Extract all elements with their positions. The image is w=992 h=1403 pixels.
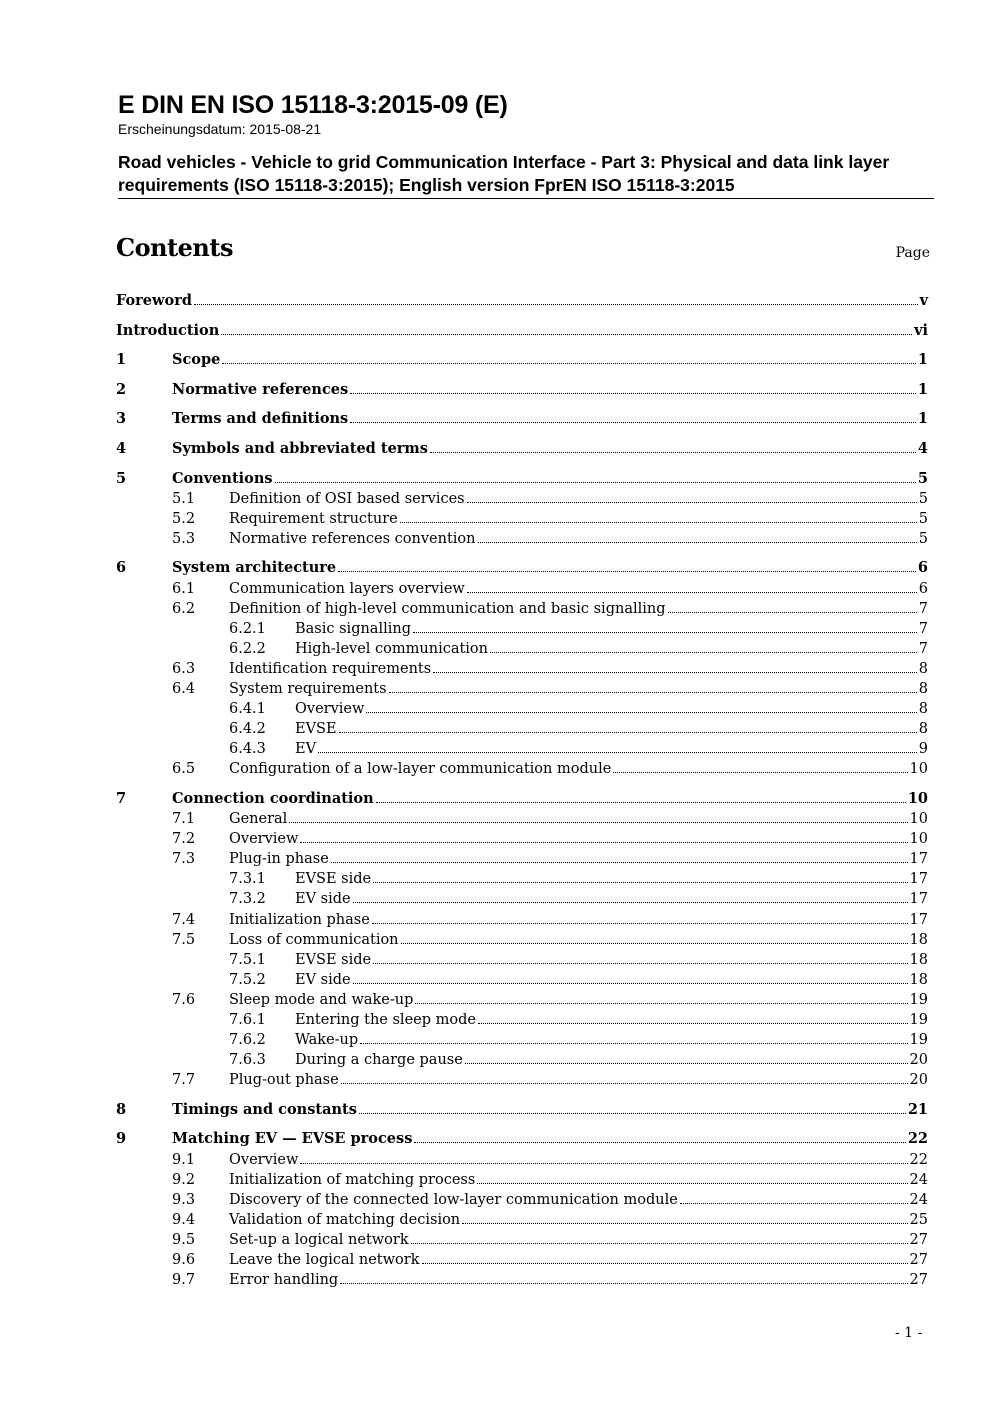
toc-entry[interactable] <box>116 1210 928 1230</box>
toc-entry-number: 5.3 <box>172 530 196 547</box>
document-header <box>118 90 934 199</box>
toc-entry-page[interactable]: 7 <box>918 620 928 637</box>
dot-leader <box>373 870 907 883</box>
dot-leader <box>353 890 908 903</box>
dot-leader <box>289 810 907 823</box>
toc-entry[interactable] <box>116 529 928 549</box>
toc-entry-page[interactable]: 8 <box>918 721 928 738</box>
dot-leader <box>413 620 917 633</box>
toc-entry-page[interactable]: 20 <box>909 1052 928 1069</box>
toc-entry-number: 9.7 <box>172 1272 196 1289</box>
toc-entry-number: 9 <box>116 1130 127 1148</box>
document-title: Road vehicles - Vehicle to grid Communication Interface - Part 3: Physical and data link layer requirements (ISO 15118-3:2015); English version FprEN ISO 15118-3:2015 <box>118 151 934 199</box>
toc-entry-title[interactable]: Scope <box>172 351 221 369</box>
toc-entry[interactable] <box>116 970 928 990</box>
toc-entry-page[interactable]: 22 <box>909 1151 928 1168</box>
dot-leader <box>221 322 912 335</box>
toc-entry-number: 9.4 <box>172 1211 196 1228</box>
toc-entry[interactable] <box>116 739 928 759</box>
dot-leader <box>668 600 917 613</box>
toc-entry-page[interactable]: v <box>919 292 928 309</box>
toc-entry-page[interactable]: vi <box>914 321 928 339</box>
toc-entry-title[interactable]: Error handling <box>229 1272 339 1289</box>
toc-entry-page[interactable]: 7 <box>918 640 928 657</box>
dot-leader <box>478 1011 908 1024</box>
dot-leader <box>350 381 916 394</box>
toc-entry-number: 6 <box>116 559 127 577</box>
toc-entry-number: 7.2 <box>172 831 196 848</box>
dot-leader <box>478 530 917 543</box>
toc-entry[interactable] <box>116 350 928 370</box>
toc-entry[interactable] <box>116 1270 928 1290</box>
dot-leader <box>467 580 917 593</box>
toc-entry-title[interactable]: Introduction <box>116 321 220 339</box>
toc-entry[interactable] <box>116 759 928 779</box>
toc-entry-number: 9.3 <box>172 1191 196 1208</box>
toc-entry-page[interactable]: 17 <box>909 891 928 908</box>
dot-leader <box>389 680 917 693</box>
toc-entry-title[interactable]: Normative references <box>172 380 349 398</box>
toc-entry[interactable] <box>116 579 928 599</box>
toc-entry-number: 7.5.2 <box>229 971 266 988</box>
toc-entry-title[interactable]: Timings and constants <box>172 1100 357 1118</box>
toc-entry-page[interactable]: 10 <box>909 811 928 828</box>
toc-entry-page[interactable]: 24 <box>909 1191 928 1208</box>
toc-entry-title[interactable]: System architecture <box>172 559 337 577</box>
toc-entry[interactable] <box>116 1150 928 1170</box>
toc-entry-page[interactable]: 10 <box>909 831 928 848</box>
toc-entry[interactable] <box>116 659 928 679</box>
toc-entry-title[interactable]: Initialization phase <box>229 911 370 928</box>
toc-entry-title[interactable]: Leave the logical network <box>229 1252 420 1269</box>
toc-entry-title[interactable]: Overview <box>229 1151 299 1168</box>
toc-entry-number: 9.2 <box>172 1171 196 1188</box>
toc-entry-number: 7.7 <box>172 1072 196 1089</box>
toc-entry-title[interactable]: Initialization of matching process <box>229 1171 476 1188</box>
toc-entry[interactable] <box>116 509 928 529</box>
dot-leader <box>490 640 917 653</box>
toc-entry-number: 6.4.1 <box>229 701 266 718</box>
toc-entry-number: 6.4.2 <box>229 721 266 738</box>
toc-entry[interactable] <box>116 599 928 619</box>
toc-entry-number: 7.3 <box>172 851 196 868</box>
toc-entry-title[interactable]: EVSE side <box>295 871 372 888</box>
toc-entry-number: 7.5 <box>172 931 196 948</box>
dot-leader <box>376 790 906 803</box>
toc-entry-page[interactable]: 4 <box>917 439 928 457</box>
dot-leader <box>222 351 916 364</box>
toc-entry-page[interactable]: 8 <box>918 660 928 677</box>
toc-entry-number: 7.1 <box>172 811 196 828</box>
toc-entry-page[interactable]: 18 <box>909 931 928 948</box>
toc-entry[interactable] <box>116 558 928 578</box>
dot-leader <box>373 951 907 964</box>
toc-entry-title[interactable]: Discovery of the connected low-layer communication module <box>229 1191 678 1208</box>
toc-entry-page[interactable]: 5 <box>918 530 928 547</box>
dot-leader <box>465 1051 908 1064</box>
toc-entry-number: 7 <box>116 789 127 807</box>
dot-leader <box>680 1191 908 1204</box>
dot-leader <box>401 931 908 944</box>
toc-entry-number: 6.4.3 <box>229 741 266 758</box>
dot-leader <box>339 720 917 733</box>
toc-entry-title[interactable]: Requirement structure <box>229 510 398 527</box>
toc-entry-number: 6.2 <box>172 600 196 617</box>
toc-entry[interactable] <box>116 1170 928 1190</box>
toc-entry-number: 5.1 <box>172 490 196 507</box>
dot-leader <box>360 1031 907 1044</box>
toc-entry-page[interactable]: 18 <box>909 951 928 968</box>
toc-entry[interactable] <box>116 719 928 739</box>
toc-entry[interactable] <box>116 1050 928 1070</box>
toc-entry-title[interactable]: Symbols and abbreviated terms <box>172 439 428 457</box>
toc-entry-number: 6.1 <box>172 580 196 597</box>
toc-entry-title[interactable]: Sleep mode and wake-up <box>229 991 414 1008</box>
toc-entry-page[interactable]: 6 <box>918 580 928 597</box>
dot-leader <box>300 1151 907 1164</box>
dot-leader <box>350 410 916 423</box>
toc-entry-title[interactable]: During a charge pause <box>295 1052 463 1069</box>
toc-entry[interactable] <box>116 910 928 930</box>
toc-entry[interactable] <box>116 699 928 719</box>
toc-entry-number: 6.3 <box>172 660 196 677</box>
toc-entry[interactable] <box>116 990 928 1010</box>
toc-entry-page[interactable]: 5 <box>917 469 928 487</box>
toc-entry-number: 3 <box>116 410 127 428</box>
dot-leader <box>338 559 916 572</box>
toc-entry-title[interactable]: Set-up a logical network <box>229 1231 409 1248</box>
toc-entry-page[interactable]: 25 <box>909 1211 928 1228</box>
dot-leader <box>414 1130 905 1143</box>
toc-entry-title[interactable]: Terms and definitions <box>172 410 349 428</box>
toc-entry[interactable] <box>116 950 928 970</box>
dot-leader <box>462 1211 907 1224</box>
contents-header <box>116 233 930 269</box>
toc-entry-page[interactable]: 27 <box>909 1231 928 1248</box>
toc-entry[interactable] <box>116 1100 928 1120</box>
toc-entry-number: 7.5.1 <box>229 951 266 968</box>
toc-entry-page[interactable]: 17 <box>909 911 928 928</box>
dot-leader <box>467 490 917 503</box>
toc-entry-title[interactable]: Entering the sleep mode <box>295 1012 476 1028</box>
dot-leader <box>318 740 917 753</box>
toc-entry[interactable] <box>116 829 928 849</box>
dot-leader <box>422 1251 908 1264</box>
toc-entry-number: 7.6 <box>172 991 196 1008</box>
toc-entry-page[interactable]: 5 <box>918 490 928 507</box>
toc-entry-number: 6.2.2 <box>229 640 266 657</box>
toc-entry-title[interactable]: Foreword <box>116 292 192 309</box>
toc-entry-title[interactable]: Identification requirements <box>229 660 432 677</box>
dot-leader <box>411 1231 908 1244</box>
toc-entry[interactable] <box>116 869 928 889</box>
toc-entry-title[interactable]: General <box>229 811 288 828</box>
dot-leader <box>275 470 916 483</box>
toc-entry-title[interactable]: Conventions <box>172 469 273 487</box>
toc-entry-number: 7.3.2 <box>229 891 266 908</box>
toc-entry-number: 4 <box>116 439 127 457</box>
toc-entry-title[interactable]: EVSE side <box>295 951 372 968</box>
toc-entry-title[interactable]: Basic signalling <box>295 620 411 637</box>
dot-leader <box>372 911 908 924</box>
toc-entry[interactable] <box>116 619 928 639</box>
toc-entry[interactable] <box>116 1129 928 1149</box>
toc-entry-number: 6.5 <box>172 761 196 778</box>
toc-entry-page[interactable]: 9 <box>918 741 928 758</box>
toc-entry-page[interactable]: 18 <box>909 971 928 988</box>
toc-entry-page[interactable]: 17 <box>909 871 928 888</box>
toc-entry[interactable] <box>116 930 928 950</box>
toc-entry-number: 7.6.3 <box>229 1052 266 1069</box>
dot-leader <box>477 1171 907 1184</box>
toc-entry-number: 5.2 <box>172 510 196 527</box>
toc-entry-title[interactable]: Normative references convention <box>229 530 476 547</box>
dot-leader <box>300 830 907 843</box>
toc-entry[interactable] <box>116 489 928 509</box>
toc-entry-page[interactable]: 1 <box>917 410 928 428</box>
toc-entry-title[interactable]: Configuration of a low-layer communication module <box>229 761 612 778</box>
toc-entry[interactable] <box>116 1070 928 1090</box>
toc-entry-number: 8 <box>116 1100 127 1118</box>
toc-entry-page[interactable]: 19 <box>909 1012 928 1028</box>
toc-entry-title[interactable]: Connection coordination <box>172 789 374 807</box>
toc-entry-page[interactable]: 24 <box>909 1171 928 1188</box>
toc-entry[interactable] <box>116 291 928 311</box>
toc-entry[interactable] <box>116 889 928 909</box>
dot-leader <box>433 660 917 673</box>
table-of-contents <box>116 291 928 1290</box>
toc-entry-number: 5 <box>116 469 127 487</box>
toc-entry-page[interactable]: 19 <box>909 1032 928 1049</box>
toc-entry-number: 6.4 <box>172 681 196 697</box>
toc-entry-title[interactable]: Validation of matching decision <box>229 1211 461 1228</box>
toc-entry[interactable] <box>116 849 928 869</box>
dot-leader <box>366 700 916 713</box>
toc-entry-number: 1 <box>116 351 127 369</box>
toc-entry-title[interactable]: Plug-out phase <box>229 1072 339 1089</box>
toc-entry-page[interactable]: 27 <box>909 1272 928 1289</box>
toc-entry-number: 7.3.1 <box>229 871 266 888</box>
toc-entry-title[interactable]: Definition of OSI based services <box>229 490 465 507</box>
dot-leader <box>359 1101 906 1114</box>
toc-entry-title[interactable]: Matching EV — EVSE process <box>172 1130 413 1148</box>
toc-entry[interactable] <box>116 1190 928 1210</box>
toc-entry[interactable] <box>116 1230 928 1250</box>
toc-entry-number: 9.5 <box>172 1231 196 1248</box>
toc-entry[interactable] <box>116 439 928 459</box>
toc-entry-number: 7.6.2 <box>229 1032 266 1049</box>
toc-entry-number: 6.2.1 <box>229 620 266 637</box>
toc-entry[interactable] <box>116 789 928 809</box>
toc-entry-title[interactable]: EV side <box>295 891 351 908</box>
dot-leader <box>194 292 918 305</box>
toc-entry[interactable] <box>116 679 928 699</box>
page-column-label: Page <box>895 245 930 261</box>
dot-leader <box>415 991 907 1004</box>
toc-entry-page[interactable]: 6 <box>917 559 928 577</box>
toc-entry[interactable] <box>116 1010 928 1030</box>
document-id: E DIN EN ISO 15118-3:2015-09 (E) <box>118 91 508 119</box>
toc-entry-title[interactable]: Overview <box>229 831 299 848</box>
dot-leader <box>340 1271 907 1284</box>
toc-entry-page[interactable]: 8 <box>918 681 928 697</box>
toc-entry-page[interactable]: 10 <box>909 761 928 778</box>
dot-leader <box>353 971 908 984</box>
toc-entry-page[interactable]: 27 <box>909 1252 928 1269</box>
toc-entry-title[interactable]: Communication layers overview <box>229 580 465 597</box>
page-number: - 1 - <box>895 1325 923 1341</box>
toc-entry-title[interactable]: Overview <box>295 701 365 718</box>
toc-entry-title[interactable]: High-level communication <box>295 640 489 657</box>
toc-entry-page[interactable]: 21 <box>907 1100 928 1118</box>
toc-entry[interactable] <box>116 380 928 400</box>
toc-entry-page[interactable]: 1 <box>917 380 928 398</box>
toc-entry[interactable] <box>116 639 928 659</box>
dot-leader <box>400 510 917 523</box>
dot-leader <box>613 760 907 773</box>
toc-entry-number: 2 <box>116 380 127 398</box>
toc-entry[interactable] <box>116 469 928 489</box>
toc-entry-number: 7.4 <box>172 911 196 928</box>
toc-entry-page[interactable]: 20 <box>909 1072 928 1089</box>
toc-entry-number: 7.6.1 <box>229 1012 266 1028</box>
dot-leader <box>331 850 908 863</box>
toc-entry-page[interactable]: 22 <box>907 1130 928 1148</box>
toc-entry[interactable] <box>116 409 928 429</box>
toc-entry-title[interactable]: Loss of communication <box>229 931 399 948</box>
toc-entry-page[interactable]: 1 <box>917 351 928 369</box>
toc-entry[interactable] <box>116 1030 928 1050</box>
toc-entry-title[interactable]: Wake-up <box>295 1032 359 1049</box>
toc-entry-title[interactable]: System requirements <box>229 681 387 697</box>
toc-entry-page[interactable]: 10 <box>907 789 928 807</box>
toc-entry-number: 9.6 <box>172 1252 196 1269</box>
dot-leader <box>430 440 916 453</box>
toc-entry-page[interactable]: 8 <box>918 701 928 718</box>
toc-entry-title[interactable]: EV <box>295 741 317 758</box>
toc-entry[interactable] <box>116 321 928 341</box>
toc-entry-page[interactable]: 17 <box>909 851 928 868</box>
toc-entry-page[interactable]: 5 <box>918 510 928 527</box>
toc-entry-page[interactable]: 19 <box>909 991 928 1008</box>
toc-entry-number: 9.1 <box>172 1151 196 1168</box>
toc-entry-title[interactable]: EVSE <box>295 721 337 738</box>
toc-entry-title[interactable]: Definition of high-level communication and basic signalling <box>229 600 666 617</box>
toc-entry-title[interactable]: EV side <box>295 971 351 988</box>
toc-entry-page[interactable]: 7 <box>918 600 928 617</box>
contents-heading: Contents <box>116 233 233 262</box>
publication-date: Erscheinungsdatum: 2015-08-21 <box>118 121 322 137</box>
toc-entry[interactable] <box>116 1250 928 1270</box>
dot-leader <box>341 1071 908 1084</box>
toc-entry[interactable] <box>116 809 928 829</box>
toc-entry-title[interactable]: Plug-in phase <box>229 851 329 868</box>
